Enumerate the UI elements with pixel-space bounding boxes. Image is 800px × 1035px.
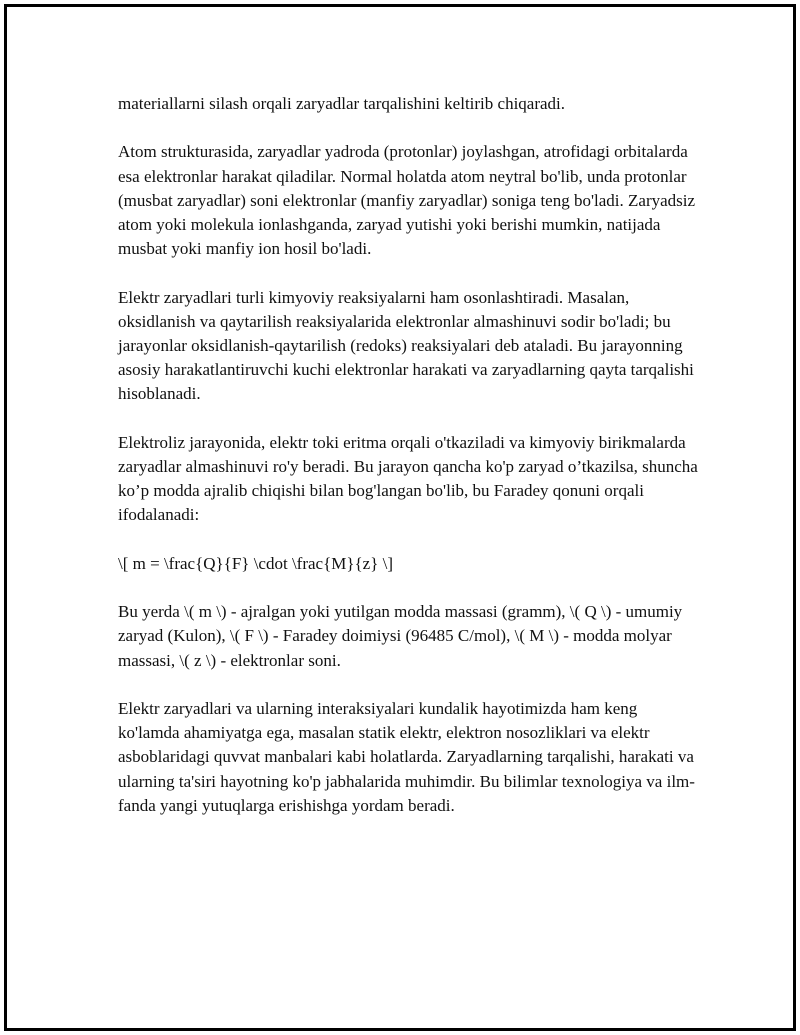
document-body xyxy=(118,92,698,842)
paragraph-everyday-life: Elektr zaryadlari va ularning interaksiyalari kundalik hayotimizda ham keng ko'lamda ahamiyatga ega, masalan statik elektr, elektron nosozliklari va elektr asboblaridagi quvvat manbalari kabi holatlarda. Zaryadlarning tarqalishi, harakati va ularning ta'siri hayotning ko'p jabhalarida muhimdir. Bu bilimlar texnologiya va ilm-fanda yangi yutuqlarga erishishga yordam beradi. xyxy=(118,698,695,815)
faraday-formula: \[ m = \frac{Q}{F} \cdot \frac{M}{z} \] xyxy=(118,553,394,573)
paragraph-continuation: materiallarni silash orqali zaryadlar tarqalishini keltirib chiqaradi. xyxy=(118,94,566,113)
paragraph-formula-legend: Bu yerda \( m \) - ajralgan yoki yutilgan modda massasi (gramm), \( Q \) - umumiy zaryad (Kulon), \( F \) - Faradey doimiysi (96485 C/mol), \( M \) - modda molyar massasi, \( z \) - elektronlar soni. xyxy=(118,602,683,670)
paragraph-chemical-reactions: Elektr zaryadlari turli kimyoviy reaksiyalarni ham osonlashtiradi. Masalan, oksidlanish va qaytarilish reaksiyalarida elektronlar almashinuvi sodir bo'ladi; bu jarayonlar oksidlanish-qaytarilish (redoks) reaksiyalari deb ataladi. Bu jarayonning asosiy harakatlantiruvchi kuchi elektronlar harakati va zaryadlarning qayta tarqalishi hisoblanadi. xyxy=(118,287,694,404)
paragraph-atom-structure: Atom strukturasida, zaryadlar yadroda (protonlar) joylashgan, atrofidagi orbitalarda esa elektronlar harakat qiladilar. Normal holatda atom neytral bo'lib, unda protonlar (musbat zaryadlar) soni elektronlar (manfiy zaryadlar) soniga teng bo'ladi. Zaryadsiz atom yoki molekula ionlashganda, zaryad yutishi yoki berishi mumkin, natijada musbat yoki manfiy ion hosil bo'ladi. xyxy=(118,142,696,259)
paragraph-electrolysis: Elektroliz jarayonida, elektr toki eritma orqali o'tkaziladi va kimyoviy birikmalarda zaryadlar almashinuvi ro'y beradi. Bu jarayon qancha ko'p zaryad o’tkazilsa, shuncha ko’p modda ajralib chiqishi bilan bog'langan bo'lib, bu Faradey qonuni orqali ifodalanadi: xyxy=(118,432,698,525)
